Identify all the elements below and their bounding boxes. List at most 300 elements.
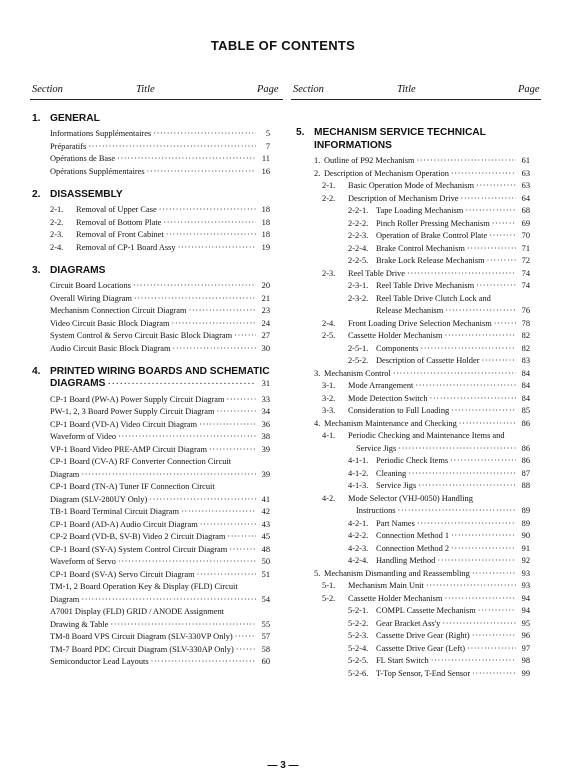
toc-entry-page: 93 [521, 581, 530, 590]
toc-entry[interactable] [50, 556, 270, 569]
leader-dots [476, 280, 516, 293]
leader-dots [444, 330, 516, 343]
leader-dots [487, 255, 516, 268]
leader-dots [226, 394, 256, 407]
toc-entry-number: 2-4. [322, 318, 336, 328]
section-title: DISASSEMBLY [50, 189, 123, 200]
toc-entry[interactable] [300, 530, 530, 543]
leader-dots [229, 544, 256, 557]
toc-entry[interactable] [300, 643, 530, 656]
toc-entry[interactable] [300, 505, 530, 518]
toc-entry[interactable] [300, 155, 530, 168]
toc-entry-number: 4-2-1. [348, 518, 369, 528]
toc-entry[interactable] [50, 644, 270, 657]
toc-entry-label: Mode Arrangement [348, 381, 414, 390]
toc-entry[interactable] [50, 166, 270, 179]
leader-dots [199, 419, 256, 432]
toc-entry-label: Waveform of Servo [50, 557, 116, 566]
toc-entry[interactable] [300, 355, 530, 368]
leader-dots [472, 630, 516, 643]
toc-entry[interactable] [50, 569, 270, 582]
toc-entry-page: 89 [521, 506, 530, 515]
section-heading [296, 126, 530, 139]
toc-entry[interactable] [300, 230, 530, 243]
toc-entry-label: CP-1 Board (TN-A) Tuner IF Connection Circuit [50, 482, 215, 491]
section-number: 4. [32, 366, 41, 377]
toc-entry-number: 4-2. [322, 493, 336, 503]
toc-entry-label: Removal of Front Cabinet [76, 230, 164, 239]
toc-entry[interactable] [300, 455, 530, 468]
toc-entry[interactable] [300, 430, 530, 443]
toc-entry-number: 1. [314, 156, 321, 165]
toc-entry[interactable] [50, 606, 270, 619]
toc-entry-page: 63 [521, 168, 530, 178]
toc-entry-label: TB-1 Board Terminal Circuit Diagram [50, 507, 180, 516]
toc-entry-page: 97 [521, 643, 530, 653]
toc-entry-label: Front Loading Drive Selection Mechanism [348, 318, 492, 328]
toc-entry[interactable] [300, 280, 530, 293]
leader-dots [118, 431, 256, 444]
toc-entry[interactable] [50, 153, 270, 166]
leader-dots [451, 405, 516, 418]
toc-entry-page: 31 [261, 379, 270, 388]
toc-entry[interactable] [300, 480, 530, 493]
toc-entry-page: 58 [261, 644, 270, 654]
toc-entry-label: A7001 Display (FLD) GRID / ANODE Assignment [50, 607, 225, 616]
leader-dots [110, 619, 256, 632]
toc-entry-label: Cassette Drive Gear (Left) [376, 643, 466, 653]
section-title-line2: DIAGRAMS [50, 378, 106, 389]
leader-dots [393, 368, 516, 381]
leader-dots [163, 217, 256, 230]
toc-entry-number: 5-1. [322, 581, 336, 590]
leader-dots [234, 330, 256, 343]
leader-dots [408, 468, 516, 481]
leader-dots [149, 494, 256, 507]
toc-entry-page: 43 [261, 519, 270, 529]
toc-entry-label: Mechanism Main Unit [348, 581, 424, 590]
toc-entry-label: Circuit Board Locations [50, 281, 131, 290]
toc-entry[interactable] [300, 405, 530, 418]
toc-entry[interactable] [50, 406, 270, 419]
toc-entry-label: Mechanism Maintenance and Checking [324, 418, 457, 428]
toc-entry[interactable] [300, 443, 530, 456]
section-heading [32, 365, 270, 378]
toc-entry[interactable] [300, 593, 530, 606]
section-heading [32, 188, 270, 201]
leader-dots [133, 280, 256, 293]
toc-entry[interactable] [50, 141, 270, 154]
toc-entry-number: 4-1. [322, 431, 336, 440]
section-heading [32, 112, 270, 125]
toc-entry-label: Mode Detection Switch [348, 393, 428, 403]
toc-entry[interactable] [300, 193, 530, 206]
toc-entry[interactable] [300, 618, 530, 631]
toc-entry-label: Brake Control Mechanism [376, 243, 465, 253]
toc-entry-page: 7 [265, 141, 270, 151]
toc-entry-page: 92 [521, 556, 530, 565]
toc-entry[interactable] [50, 494, 270, 507]
toc-entry[interactable] [300, 543, 530, 556]
toc-entry-label: Description of Cassette Holder [376, 356, 480, 365]
header-title: Title [136, 84, 155, 95]
toc-entry-label: COMPL Cassette Mechanism [376, 606, 476, 615]
toc-entry-number: 2-5. [322, 331, 336, 340]
leader-dots [489, 230, 516, 243]
toc-entry-label: CP-1 Board (VD-A) Video Circuit Diagram [50, 419, 198, 429]
toc-entry-page: 74 [521, 281, 530, 290]
toc-entry-page: 36 [261, 419, 270, 429]
toc-entry-label: Mechanism Dismantling and Reassembling [324, 568, 470, 578]
toc-entry-page: 23 [261, 306, 270, 315]
toc-entry-page: 18 [261, 217, 270, 227]
toc-entry[interactable] [300, 580, 530, 593]
toc-entry[interactable] [300, 418, 530, 431]
toc-entry-label: CP-2 Board (VD-B, SV-B) Video 2 Circuit Diagram [50, 532, 226, 541]
toc-entry-number: 2-2. [322, 193, 336, 203]
toc-entry-page: 48 [261, 544, 270, 554]
toc-entry-number: 2-2-3. [348, 231, 369, 240]
toc-entry[interactable] [300, 568, 530, 581]
toc-entry-page: 11 [261, 154, 270, 163]
toc-entry-label: Service Jigs [356, 443, 397, 453]
leader-dots [472, 568, 516, 581]
leader-dots [81, 469, 256, 482]
toc-entry-label: Préparatifs [50, 141, 87, 151]
toc-entry[interactable] [50, 619, 270, 632]
toc-entry-page: 55 [261, 619, 270, 629]
toc-entry-page: 60 [261, 657, 270, 666]
toc-entry-page: 38 [261, 432, 270, 441]
header-section-right: Section [293, 84, 324, 95]
toc-entry-number: 2-2-2. [348, 218, 369, 228]
toc-entry-page: 27 [261, 331, 270, 340]
leader-dots [417, 155, 517, 168]
toc-entry-number: 2-4. [50, 242, 64, 252]
toc-entry[interactable] [50, 394, 270, 407]
leader-dots [107, 378, 256, 391]
toc-entry[interactable] [50, 293, 270, 306]
toc-entry-page: 82 [521, 331, 530, 340]
toc-entry-page: 39 [261, 469, 270, 479]
toc-entry[interactable] [50, 217, 270, 230]
toc-entry-label: Brake Lock Release Mechanism [376, 256, 485, 265]
toc-entry-number: 5-2-6. [348, 668, 369, 678]
leader-dots [398, 505, 516, 518]
toc-entry[interactable] [50, 544, 270, 557]
toc-entry-page: 84 [521, 368, 530, 378]
toc-entry-number: 4-2-4. [348, 556, 369, 565]
toc-entry-number: 5-2-3. [348, 631, 369, 640]
toc-entry-label: Removal of CP-1 Board Assy [76, 242, 176, 252]
leader-dots [134, 293, 256, 306]
toc-entry[interactable] [50, 204, 270, 217]
leader-dots [451, 543, 516, 556]
leader-dots [236, 644, 256, 657]
toc-entry-label: Description of Mechanism Operation [324, 168, 449, 178]
toc-left-column [32, 112, 270, 669]
leader-dots [398, 443, 516, 456]
toc-entry-label: Periodic Checking and Maintenance Items and [348, 431, 505, 440]
toc-entry[interactable] [300, 605, 530, 618]
toc-entry[interactable] [300, 255, 530, 268]
toc-entry-page: 19 [261, 242, 270, 252]
leader-dots [117, 153, 256, 166]
toc-entry-page: 69 [521, 218, 530, 228]
toc-entry-number: 3-1. [322, 381, 336, 390]
toc-entry[interactable] [50, 343, 270, 356]
toc-entry-label: Operation of Brake Control Plate [376, 231, 488, 240]
toc-entry-page: 83 [521, 356, 530, 365]
toc-entry-label: Consideration to Full Loading [348, 406, 450, 415]
leader-dots [415, 380, 516, 393]
toc-entry[interactable] [300, 518, 530, 531]
toc-entry-label: Connection Method 2 [376, 543, 450, 553]
toc-entry[interactable] [300, 293, 530, 306]
leader-dots [173, 343, 257, 356]
toc-entry-label: Outline of P92 Mechanism [324, 156, 415, 165]
leader-dots [482, 355, 517, 368]
toc-entry[interactable] [300, 668, 530, 681]
toc-entry-page: 34 [261, 407, 270, 416]
toc-entry-page: 24 [261, 318, 270, 328]
section-heading [32, 264, 270, 277]
toc-entry[interactable] [50, 631, 270, 644]
leader-dots [189, 305, 256, 318]
toc-entry[interactable] [50, 128, 270, 141]
toc-entry-label: VP-1 Board Video PRE-AMP Circuit Diagram [50, 444, 207, 454]
leader-dots [478, 605, 516, 618]
toc-entry-label: Service Jigs [376, 481, 417, 490]
toc-entry[interactable] [300, 555, 530, 568]
leader-dots [418, 480, 516, 493]
toc-entry-page: 50 [261, 557, 270, 566]
toc-entry-label: Handling Method [376, 556, 436, 565]
section-number: 1. [32, 113, 41, 124]
toc-entry-label: Audio Circuit Basic Block Diagram [50, 343, 171, 353]
toc-entry[interactable] [50, 242, 270, 255]
toc-entry-label: Pinch Roller Pressing Mechanism [376, 218, 490, 228]
leader-dots [159, 204, 256, 217]
toc-entry-page: 86 [521, 456, 530, 465]
toc-entry[interactable] [50, 519, 270, 532]
toc-entry-number: 2-2-1. [348, 206, 369, 215]
toc-entry-page: 94 [521, 593, 530, 603]
toc-entry-label: Mode Selector (VHJ-0050) Handling [348, 493, 473, 503]
section-title: DIAGRAMS [50, 265, 106, 276]
toc-entry-label: Drawing & Table [50, 619, 109, 629]
section-title: MECHANISM SERVICE TECHNICAL [314, 127, 486, 138]
toc-entry-label: CP-1 Board (SY-A) System Control Circuit Diagram [50, 544, 228, 554]
toc-right-column [296, 126, 530, 680]
header-title-right: Title [397, 84, 416, 95]
toc-entry[interactable] [300, 630, 530, 643]
toc-entry-label: Reel Table Drive [348, 268, 405, 278]
header-page-right: Page [518, 84, 540, 95]
toc-entry-page: 98 [521, 656, 530, 665]
leader-dots [445, 305, 516, 318]
toc-entry-number: 2. [314, 168, 321, 178]
toc-entry-label: Description of Mechanism Drive [348, 193, 459, 203]
toc-entry-number: 2-3-1. [348, 281, 369, 290]
toc-entry[interactable] [300, 343, 530, 356]
toc-entry[interactable] [50, 444, 270, 457]
leader-dots [472, 668, 516, 681]
toc-entry-number: 5-2-5. [348, 656, 369, 665]
toc-entry[interactable] [50, 469, 270, 482]
section-title: PRINTED WIRING BOARDS AND SCHEMATIC [50, 366, 270, 377]
toc-entry[interactable] [300, 218, 530, 231]
toc-entry[interactable] [50, 531, 270, 544]
toc-entry-label: Removal of Upper Case [76, 205, 157, 214]
toc-entry-label: Release Mechanism [376, 306, 444, 315]
toc-entry-label: System Control & Servo Circuit Basic Block Diagram [50, 331, 233, 340]
toc-entry-number: 3. [314, 368, 321, 378]
toc-entry[interactable] [50, 330, 270, 343]
toc-entry-label: Diagram (SLV-280UY Only) [50, 494, 148, 504]
toc-entry[interactable] [300, 468, 530, 481]
toc-entry-label: CP-1 Board (SV-A) Servo Circuit Diagram [50, 569, 195, 579]
leader-dots [492, 218, 516, 231]
toc-entry-label: TM-7 Board PDC Circuit Diagram (SLV-330AP Only) [50, 644, 234, 654]
toc-entry-page: 42 [261, 507, 270, 516]
toc-entry-number: 5. [314, 568, 321, 578]
toc-entry[interactable] [50, 305, 270, 318]
toc-entry-page: 18 [261, 230, 270, 239]
leader-dots [460, 193, 516, 206]
toc-entry-page: 91 [521, 543, 530, 553]
section-number: 5. [296, 127, 305, 138]
leader-dots [407, 268, 516, 281]
toc-entry-page: 90 [521, 531, 530, 540]
toc-entry-number: 4-2-2. [348, 531, 369, 540]
toc-entry[interactable] [300, 268, 530, 281]
toc-entry[interactable] [50, 318, 270, 331]
toc-entry-label: Cassette Drive Gear (Right) [376, 631, 470, 640]
toc-entry-number: 4-1-3. [348, 481, 369, 490]
toc-entry-number: 4-1-2. [348, 468, 369, 478]
toc-entry-label: CP-1 Board (PW-A) Power Supply Circuit Diagram [50, 394, 225, 404]
toc-entry-page: 84 [521, 393, 530, 403]
toc-entry-page: 18 [261, 205, 270, 214]
leader-dots [444, 593, 516, 606]
header-rule-right [291, 99, 541, 100]
toc-entry-page: 64 [521, 193, 530, 203]
toc-entry-label: Semiconductor Lead Layouts [50, 657, 149, 666]
leader-dots [467, 643, 516, 656]
toc-entry-number: 2-5-1. [348, 343, 369, 353]
toc-entry-label: Cleaning [376, 468, 407, 478]
toc-entry-number: 2-3. [50, 230, 64, 239]
toc-entry-number: 3-3. [322, 406, 336, 415]
toc-entry[interactable] [50, 280, 270, 293]
leader-dots [459, 418, 516, 431]
toc-entry-label: Diagram [50, 469, 80, 479]
toc-entry-label: T-Top Sensor, T-End Sensor [376, 668, 471, 678]
toc-entry-number: 5-2-1. [348, 606, 369, 615]
page-title: TABLE OF CONTENTS [210, 38, 356, 53]
toc-entry[interactable] [300, 243, 530, 256]
toc-entry[interactable] [300, 655, 530, 668]
toc-entry-label: Opérations Supplémentaires [50, 166, 145, 176]
toc-entry-number: 4-2-3. [348, 543, 369, 553]
toc-entry[interactable] [50, 506, 270, 519]
toc-entry-label: Mechanism Control [324, 368, 391, 378]
toc-entry-label: Mechanism Connection Circuit Diagram [50, 306, 187, 315]
leader-dots [465, 205, 516, 218]
leader-dots [420, 343, 516, 356]
toc-entry[interactable] [300, 180, 530, 193]
toc-entry-number: 2-2-4. [348, 243, 369, 253]
header-section: Section [32, 84, 63, 95]
toc-entry[interactable] [50, 229, 270, 242]
section-title-line2: INFORMATIONS [314, 140, 392, 151]
toc-entry-page: 76 [521, 306, 530, 315]
toc-entry-page: 63 [521, 181, 530, 190]
toc-entry-label: Opérations de Base [50, 154, 116, 163]
toc-entry[interactable] [50, 419, 270, 432]
toc-entry-page: 94 [521, 606, 530, 615]
leader-dots [437, 555, 516, 568]
toc-entry-page: 45 [261, 532, 270, 541]
toc-entry-label: Removal of Bottom Plate [76, 217, 162, 227]
section-title-continued[interactable] [50, 378, 270, 391]
toc-entry-page: 88 [521, 481, 530, 490]
toc-entry[interactable] [300, 305, 530, 318]
toc-entry-label: Instructions [356, 506, 396, 515]
toc-entry[interactable] [300, 318, 530, 331]
toc-entry[interactable] [300, 393, 530, 406]
toc-entry-page: 87 [521, 468, 530, 478]
toc-entry-label: Diagram [50, 594, 80, 604]
toc-entry-label: Connection Method 1 [376, 531, 450, 540]
toc-entry-page: 72 [521, 256, 530, 265]
toc-entry-label: Gear Bracket Ass'y [376, 618, 441, 628]
leader-dots [200, 519, 256, 532]
toc-entry-page: 95 [521, 618, 530, 628]
toc-entry[interactable] [300, 330, 530, 343]
toc-entry-number: 2-1. [50, 205, 64, 214]
toc-entry-page: 39 [261, 444, 270, 454]
toc-entry-page: 71 [521, 243, 530, 253]
section-number: 3. [32, 265, 41, 276]
toc-entry[interactable] [50, 431, 270, 444]
leader-dots [153, 128, 256, 141]
toc-entry-label: Basic Operation Mode of Mechanism [348, 181, 475, 190]
toc-entry[interactable] [50, 481, 270, 494]
leader-dots [467, 243, 516, 256]
leader-dots [227, 531, 256, 544]
section-number: 2. [32, 189, 41, 200]
toc-entry[interactable] [300, 205, 530, 218]
toc-entry[interactable] [50, 656, 270, 669]
toc-entry[interactable] [300, 368, 530, 381]
toc-entry-label: Cassette Holder Mechanism [348, 331, 443, 340]
leader-dots [181, 506, 256, 519]
toc-entry[interactable] [50, 581, 270, 594]
toc-entry-page: 57 [261, 632, 270, 641]
toc-entry[interactable] [300, 493, 530, 506]
leader-dots [81, 594, 256, 607]
leader-dots [494, 318, 516, 331]
toc-entry[interactable] [300, 168, 530, 181]
toc-entry[interactable] [50, 594, 270, 607]
toc-entry[interactable] [50, 456, 270, 469]
toc-entry[interactable] [300, 380, 530, 393]
toc-entry-label: Reel Table Drive Clutch Lock and [376, 293, 491, 303]
toc-entry-label: Reel Table Drive Mechanism [376, 281, 475, 290]
toc-entry-page: 21 [261, 293, 270, 303]
